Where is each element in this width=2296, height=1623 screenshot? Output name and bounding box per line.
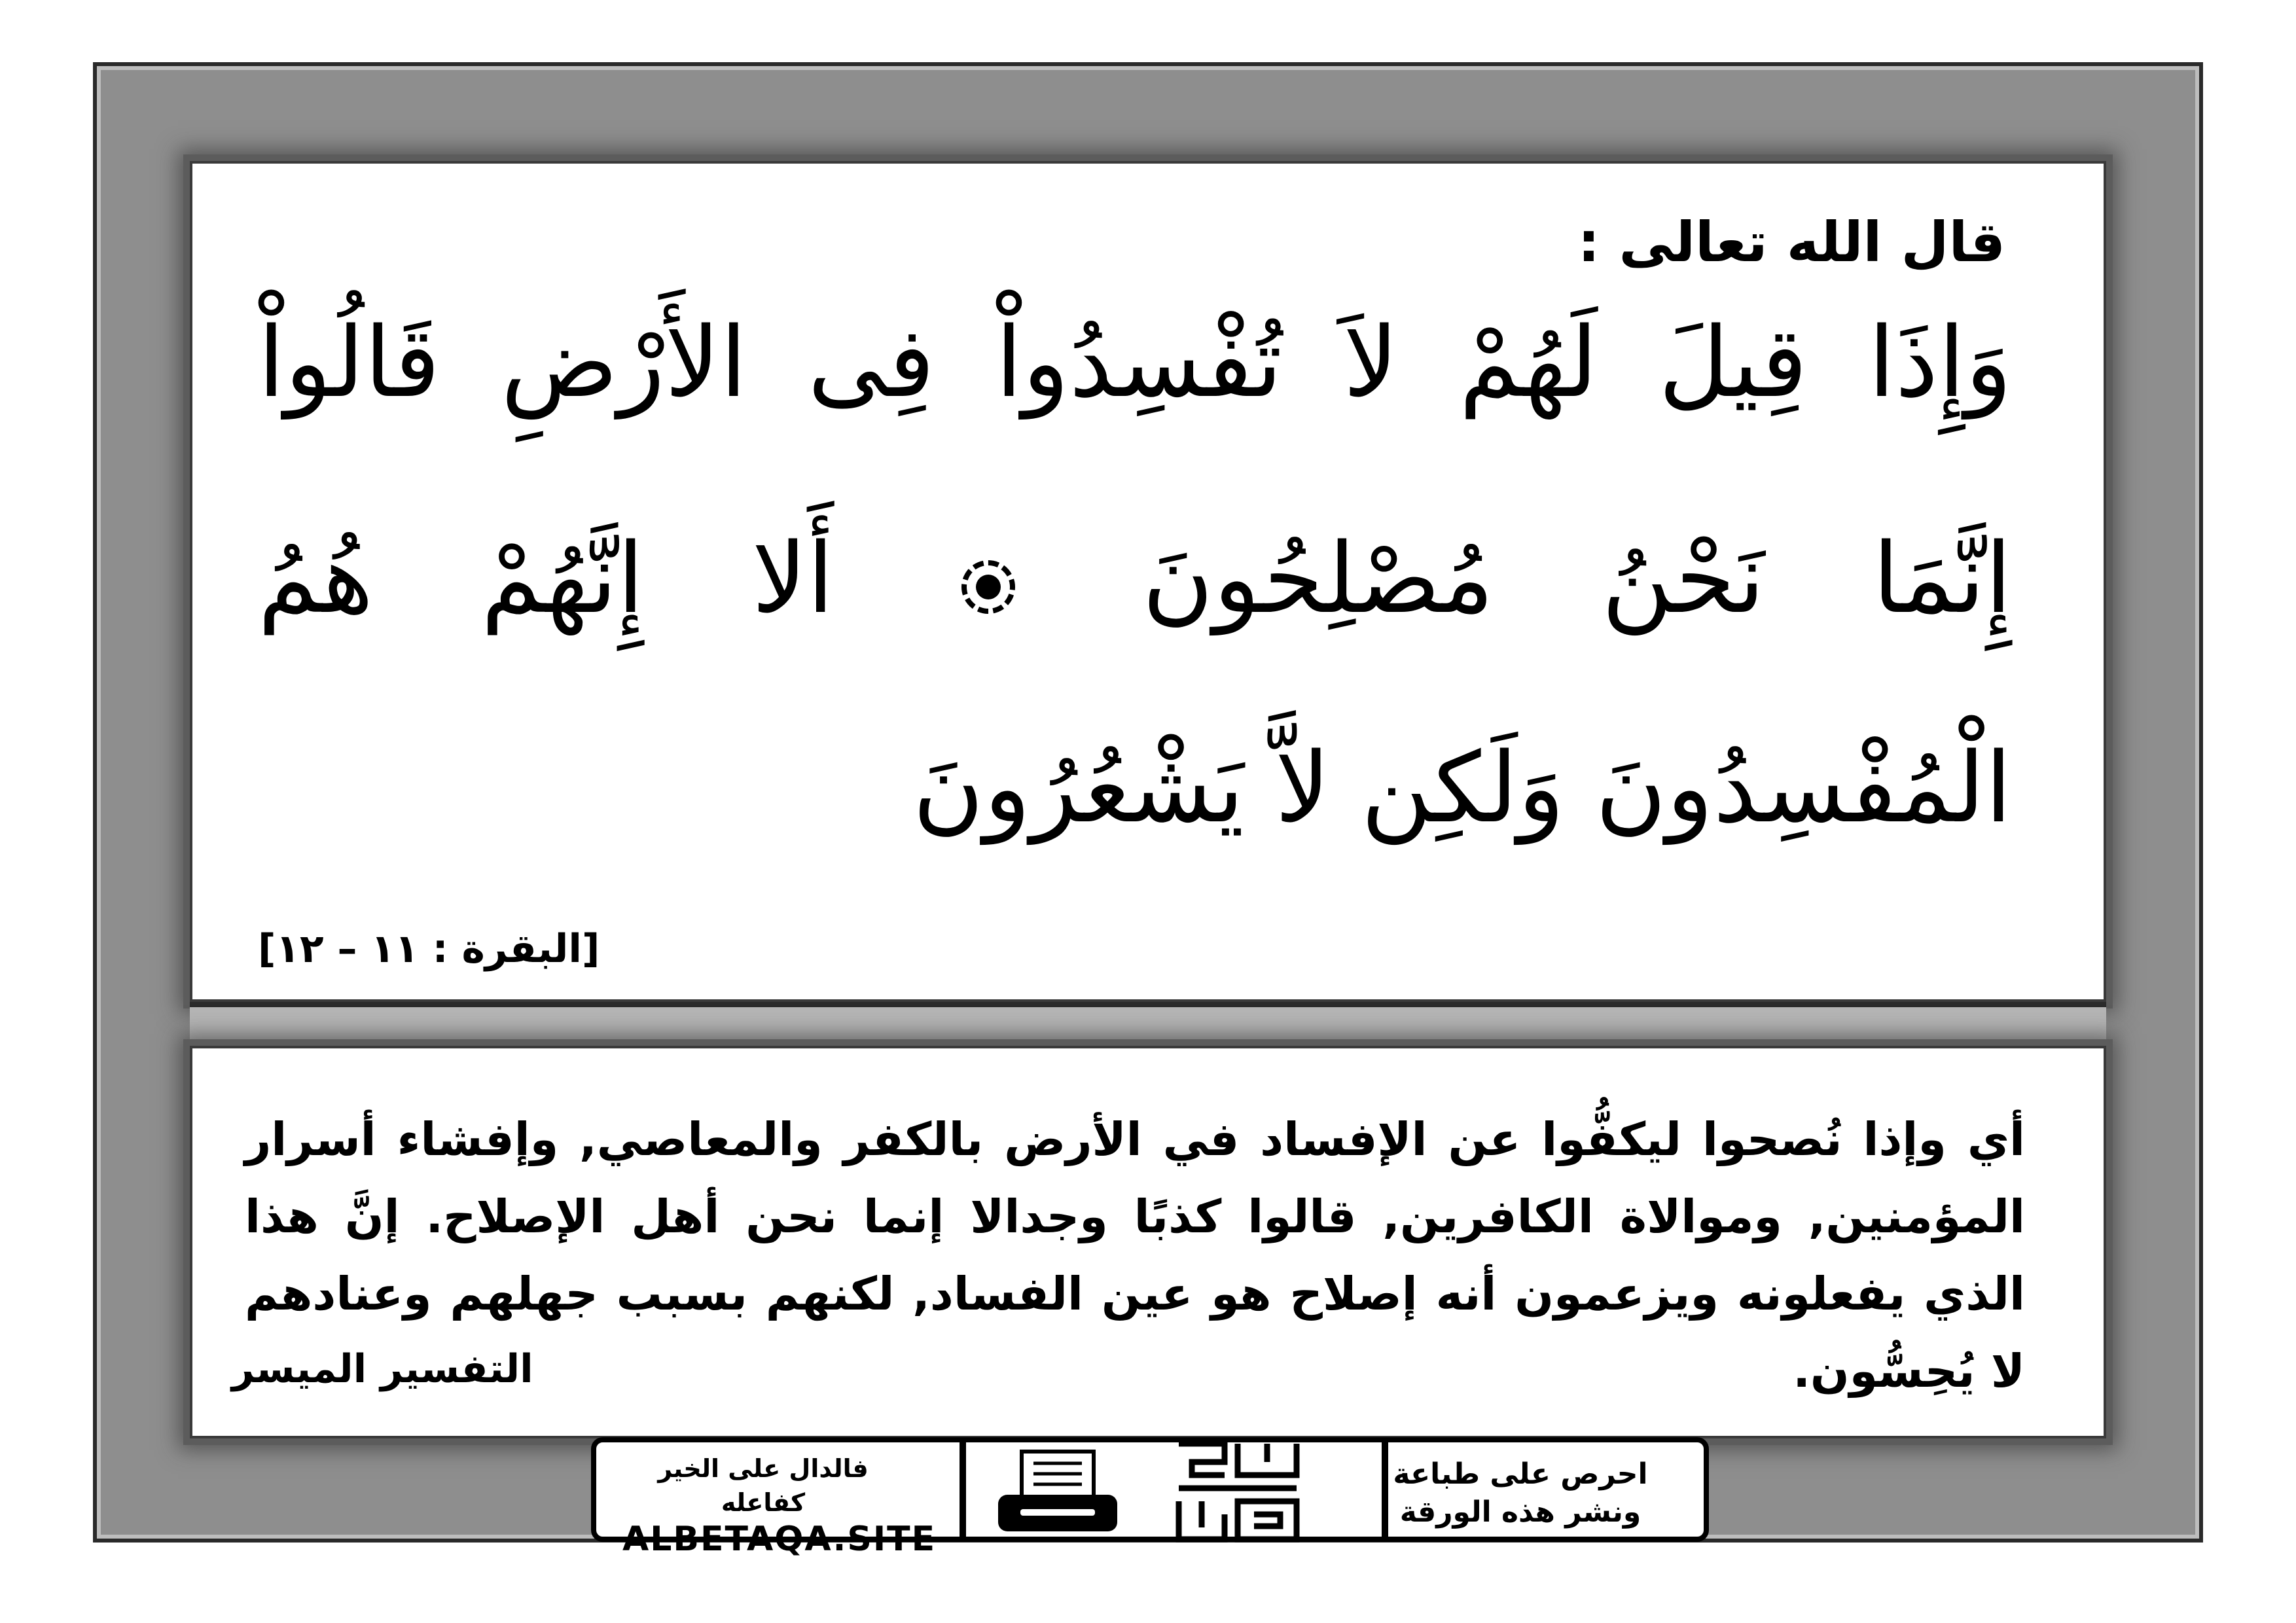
footer-print-block <box>1363 1455 1677 1531</box>
verse-line-1: وَإِذَا قِيلَ لَهُمْ لاَ تُفْسِدُواْ فِى الأَرْضِ قَالُواْ <box>258 306 2012 419</box>
verse-line-2-part-1: إِنَّمَا نَحْنُ مُصْلِحُونَ <box>1142 522 2013 635</box>
verse-line-3: الْمُفْسِدُونَ وَلَكِن لاَّ يَشْعُرُونَ <box>912 732 2012 844</box>
footer-bar <box>591 1437 1709 1559</box>
intro-text: قال الله تعالى : <box>1577 210 2005 274</box>
footer-site-block <box>622 1452 937 1559</box>
verse-reference: [البقرة : ١١ – ١٢] <box>258 926 600 972</box>
verse-panel <box>190 161 2106 1002</box>
ayah-end-icon <box>961 560 1015 614</box>
footer-print-line-1: احرص على طباعة <box>1393 1457 1648 1491</box>
panel-divider <box>190 1002 2106 1046</box>
tafsir-source: التفسير الميسر <box>232 1346 533 1392</box>
verse-line-2 <box>258 522 2013 635</box>
verse-line-2-part-2: أَلا إِنَّهُمْ هُمُ <box>258 522 834 635</box>
footer-site-link[interactable]: ALBETAQA.SITE <box>622 1520 937 1559</box>
tafsir-panel <box>190 1046 2106 1438</box>
printer-icon <box>996 1449 1120 1534</box>
brand-logo-icon <box>1172 1436 1303 1547</box>
footer-print-line-2: ونشر هذه الورقة <box>1399 1495 1641 1529</box>
footer-separator-left <box>960 1442 966 1537</box>
footer-guide-text: فالدال على الخير كفاعله <box>658 1454 869 1517</box>
tafsir-text: أي وإذا نُصحوا ليكفُّوا عن الإفساد في الأرض بالكفر والمعاصي, وإفشاء أسرار المؤمنين, وموالاة الكافرين, قالوا كذبًا وجدالا إنما نحن أهل الإصلاح. إنَّ هذا الذي يفعلونه ويزعمون أنه إصلاح هو عين الفساد, لكنهم بسبب جهلهم وعنادهم لا يُحِسُّون. <box>245 1113 2025 1398</box>
